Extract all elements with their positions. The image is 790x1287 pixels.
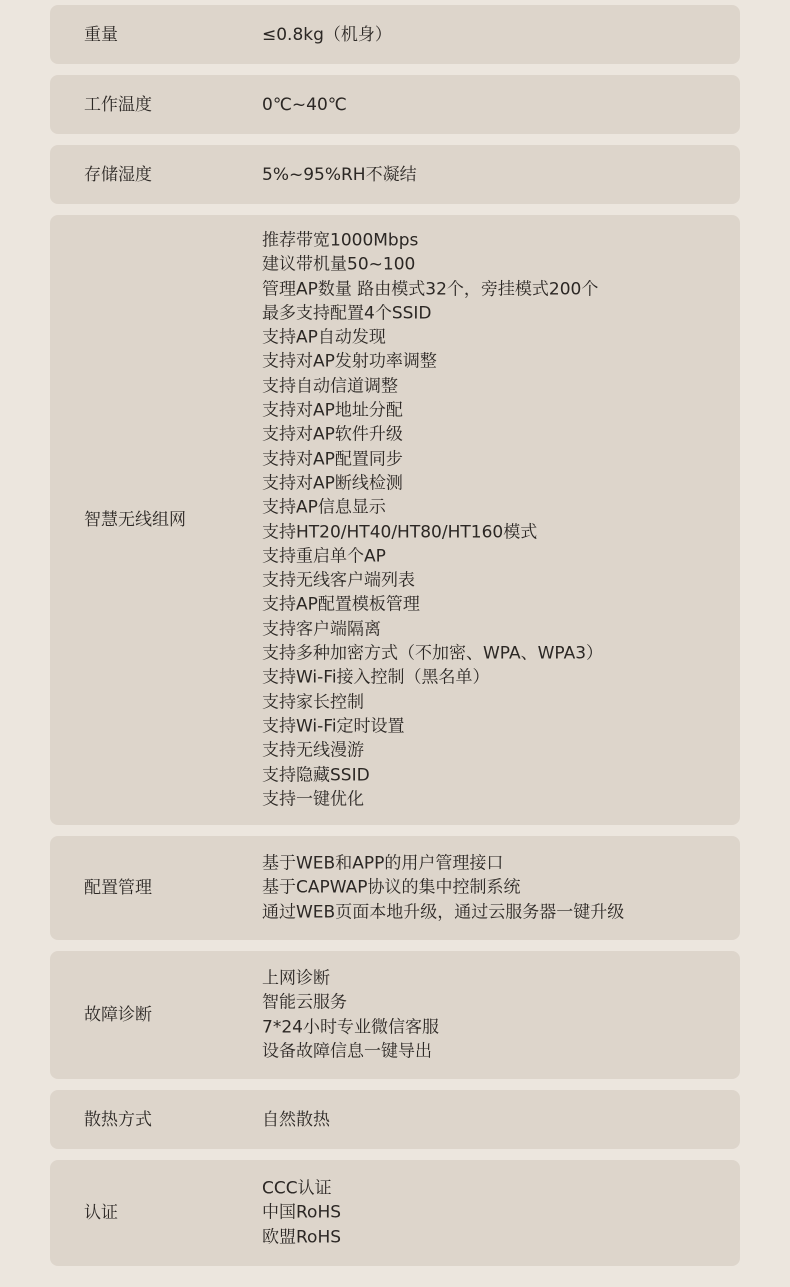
spec-value: 智能云服务	[262, 992, 347, 1013]
spec-value: 支持对AP断线检测	[262, 473, 403, 494]
spec-value: 支持对AP配置同步	[262, 449, 403, 470]
spec-value: 通过WEB页面本地升级，通过云服务器一键升级	[262, 902, 625, 923]
spec-value: 支持无线漫游	[262, 740, 364, 761]
spec-value: 支持自动信道调整	[262, 376, 398, 397]
spec-value: 支持对AP地址分配	[262, 400, 403, 421]
spec-value: 0℃~40℃	[262, 94, 347, 115]
spec-value: 支持客户端隔离	[262, 619, 381, 640]
spec-value: 5%~95%RH不凝结	[262, 164, 417, 185]
spec-values	[262, 1107, 330, 1131]
spec-row-certification	[50, 1160, 740, 1266]
spec-value: CCC认证	[262, 1178, 332, 1199]
spec-value: 自然散热	[262, 1109, 330, 1130]
spec-row-storage-humidity	[50, 145, 740, 204]
spec-value: 支持对AP发射功率调整	[262, 351, 437, 372]
spec-value: 推荐带宽1000Mbps	[262, 230, 419, 251]
spec-label: 智慧无线组网	[84, 510, 186, 530]
spec-value: ≤0.8kg（机身）	[262, 24, 392, 45]
spec-values	[262, 852, 624, 925]
spec-value: 支持Wi-Fi定时设置	[262, 716, 405, 737]
spec-value: 支持隐藏SSID	[262, 764, 370, 785]
spec-value: 支持对AP软件升级	[262, 424, 403, 445]
spec-value: 支持HT20/HT40/HT80/HT160模式	[262, 522, 538, 542]
spec-value: 支持AP信息显示	[262, 497, 386, 518]
spec-row-heat-dissipation	[50, 1090, 740, 1149]
spec-value: 建议带机量50~100	[262, 254, 416, 275]
spec-value: 最多支持配置4个SSID	[262, 303, 432, 324]
spec-values	[262, 1177, 341, 1250]
spec-label: 工作温度	[84, 94, 152, 115]
spec-value: 支持一键优化	[262, 789, 364, 810]
spec-values	[262, 162, 417, 186]
spec-value: 支持多种加密方式（不加密、WPA、WPA3）	[262, 643, 604, 664]
spec-value: 管理AP数量 路由模式32个，旁挂模式200个	[262, 279, 599, 300]
spec-value: 设备故障信息一键导出	[262, 1041, 432, 1062]
spec-label: 存储湿度	[84, 164, 152, 185]
spec-value: 上网诊断	[262, 968, 330, 989]
spec-value: 欧盟RoHS	[262, 1227, 342, 1248]
spec-label: 故障诊断	[84, 1005, 152, 1025]
spec-row-configuration-management	[50, 836, 740, 940]
spec-row-wireless-networking	[50, 215, 740, 825]
spec-label: 散热方式	[84, 1109, 152, 1130]
spec-values	[262, 92, 347, 116]
spec-label: 配置管理	[84, 878, 152, 898]
spec-value: 7*24小时专业微信客服	[262, 1017, 439, 1037]
spec-values	[262, 22, 392, 46]
spec-value: 基于CAPWAP协议的集中控制系统	[262, 877, 521, 898]
spec-value: 中国RoHS	[262, 1202, 342, 1223]
spec-value: 支持AP自动发现	[262, 327, 386, 348]
spec-values	[262, 228, 603, 811]
spec-value: 支持AP配置模板管理	[262, 594, 420, 615]
spec-row-weight	[50, 5, 740, 64]
spec-value: 支持无线客户端列表	[262, 570, 415, 591]
spec-value: 支持重启单个AP	[262, 546, 386, 567]
spec-row-operating-temperature	[50, 75, 740, 134]
spec-label: 重量	[84, 24, 118, 45]
spec-label: 认证	[84, 1203, 118, 1223]
spec-value: 支持家长控制	[262, 692, 364, 713]
spec-value: 基于WEB和APP的用户管理接口	[262, 853, 504, 874]
spec-value: 支持Wi-Fi接入控制（黑名单）	[262, 667, 490, 688]
spec-values	[262, 966, 439, 1063]
spec-row-fault-diagnosis	[50, 951, 740, 1079]
